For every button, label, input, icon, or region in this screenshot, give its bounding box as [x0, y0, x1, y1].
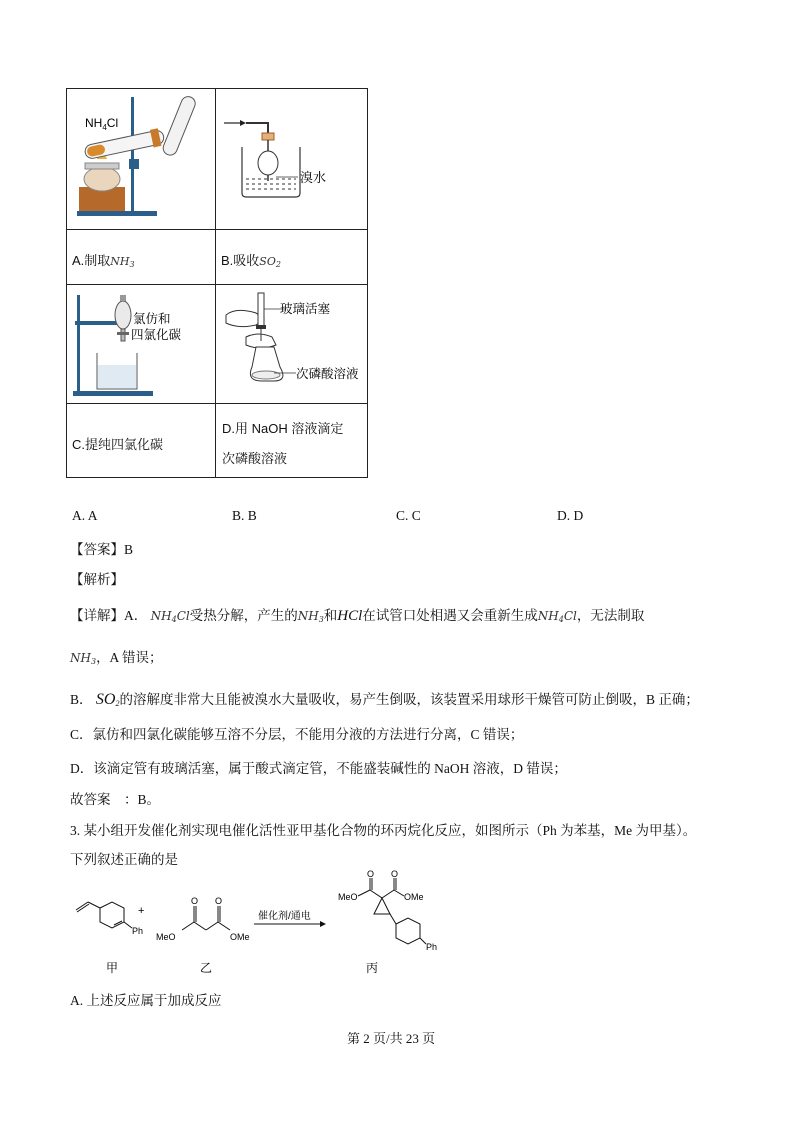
reactant-jia-structure [76, 902, 132, 928]
option-a-statement: A. 上述反应属于加成反应 [70, 993, 222, 1008]
ccl4-label: 四氯化碳 [131, 328, 182, 342]
svg-text:MeO: MeO [338, 892, 358, 902]
option-c: C. C [396, 508, 421, 523]
caption-d-line1: D.用 NaOH 溶液滴定 [222, 421, 344, 436]
separatory-funnel-figure [67, 285, 215, 399]
nh4cl-label: NH [85, 116, 103, 130]
cell-b-figure [216, 89, 368, 230]
question-3-line1: 3. 某小组开发催化剂实现电催化活性亚甲基化合物的环丙烷化反应，如图所示（Ph 为苯基，Me 为甲基）。 [70, 823, 697, 838]
answer-text: 【答案】B [70, 542, 134, 557]
detail-line-a: 【详解】A． NH4Cl受热分解，产生的NH3和HCl在试管口处相遇又会重新生成NH4Cl，无法制取 [70, 608, 645, 624]
titration-figure [216, 285, 367, 399]
option-b: B. B [232, 508, 257, 523]
svg-text:Ph: Ph [132, 926, 144, 936]
svg-text:Ph: Ph [426, 942, 438, 952]
caption-b-text: B.吸收 [221, 253, 260, 268]
svg-text:OMe: OMe [404, 892, 424, 902]
arrow-label: 催化剂/通电 [258, 911, 311, 922]
svg-text:O: O [391, 869, 399, 879]
conclusion: 故答案 ：B。 [70, 792, 161, 807]
bromine-water-label: 溴水 [300, 170, 327, 185]
detail-line-b: B． SO2的溶解度非常大且能被溴水大量吸收，易产生倒吸，该装置采用球形干燥管可防止倒吸，B 正确； [70, 691, 699, 708]
formula-nh4cl-2: NH [537, 609, 559, 623]
caption-b-formula: SO [259, 255, 276, 268]
chloroform-label: 氯仿和 [133, 312, 171, 326]
svg-text:O: O [367, 869, 375, 879]
svg-text:OMe: OMe [230, 932, 250, 942]
glass-stopcock-label: 玻璃活塞 [280, 302, 331, 316]
reactant-yi-structure [182, 906, 230, 930]
formula-so2: SO [95, 691, 116, 708]
apparatus-table [66, 88, 368, 478]
cell-c-figure [67, 285, 216, 404]
ammonia-apparatus-figure [67, 89, 215, 225]
label-jia: 甲 [106, 961, 119, 975]
cell-d-caption [216, 404, 368, 478]
formula-hcl: HCl [337, 608, 363, 624]
cell-d-figure [216, 285, 368, 404]
formula-nh4cl: NH [150, 609, 172, 623]
option-a: A. A [72, 508, 98, 523]
reaction-scheme [70, 868, 450, 978]
so2-absorption-figure [216, 89, 367, 225]
svg-text:NH4Cl: $NH_4Cl$ [85, 116, 119, 132]
option-d: D. D [557, 508, 584, 523]
caption-d-line2: 次磷酸溶液 [222, 451, 288, 466]
formula-nh3-2: NH [70, 651, 91, 665]
cell-c-caption [67, 404, 216, 478]
detail-line-a2: NH3，A 错误； [70, 650, 163, 666]
svg-text:O: O [191, 896, 199, 906]
page-footer: 第 2 页/共 23 页 [347, 1031, 436, 1046]
label-yi: 乙 [200, 961, 213, 975]
detail-line-d: D．该滴定管有玻璃活塞，属于酸式滴定管，不能盛装碱性的 NaOH 溶液，D 错误； [70, 761, 567, 776]
analysis-title: 【解析】 [70, 572, 124, 587]
cell-a-figure [67, 89, 216, 230]
cell-b-caption: B.吸收SO2 [216, 230, 368, 285]
product-bing-structure [358, 878, 426, 944]
caption-a-text: A.制取 [72, 253, 111, 268]
label-bing: 丙 [366, 961, 379, 975]
svg-text:MeO: MeO [156, 932, 176, 942]
question-3-line2: 下列叙述正确的是 [70, 852, 178, 867]
formula-nh3: NH [297, 609, 319, 623]
svg-text:O: O [215, 896, 223, 906]
svg-text:+: + [138, 905, 145, 917]
detail-line-c: C．氯仿和四氯化碳能够互溶不分层，不能用分液的方法进行分离，C 错误； [70, 727, 524, 742]
hypophosphorous-acid-label: 次磷酸溶液 [296, 367, 359, 381]
cell-a-caption: A.制取NH3 [67, 230, 216, 285]
caption-a-formula: NH [110, 255, 130, 268]
caption-c-text: C.提纯四氯化碳 [72, 437, 164, 452]
